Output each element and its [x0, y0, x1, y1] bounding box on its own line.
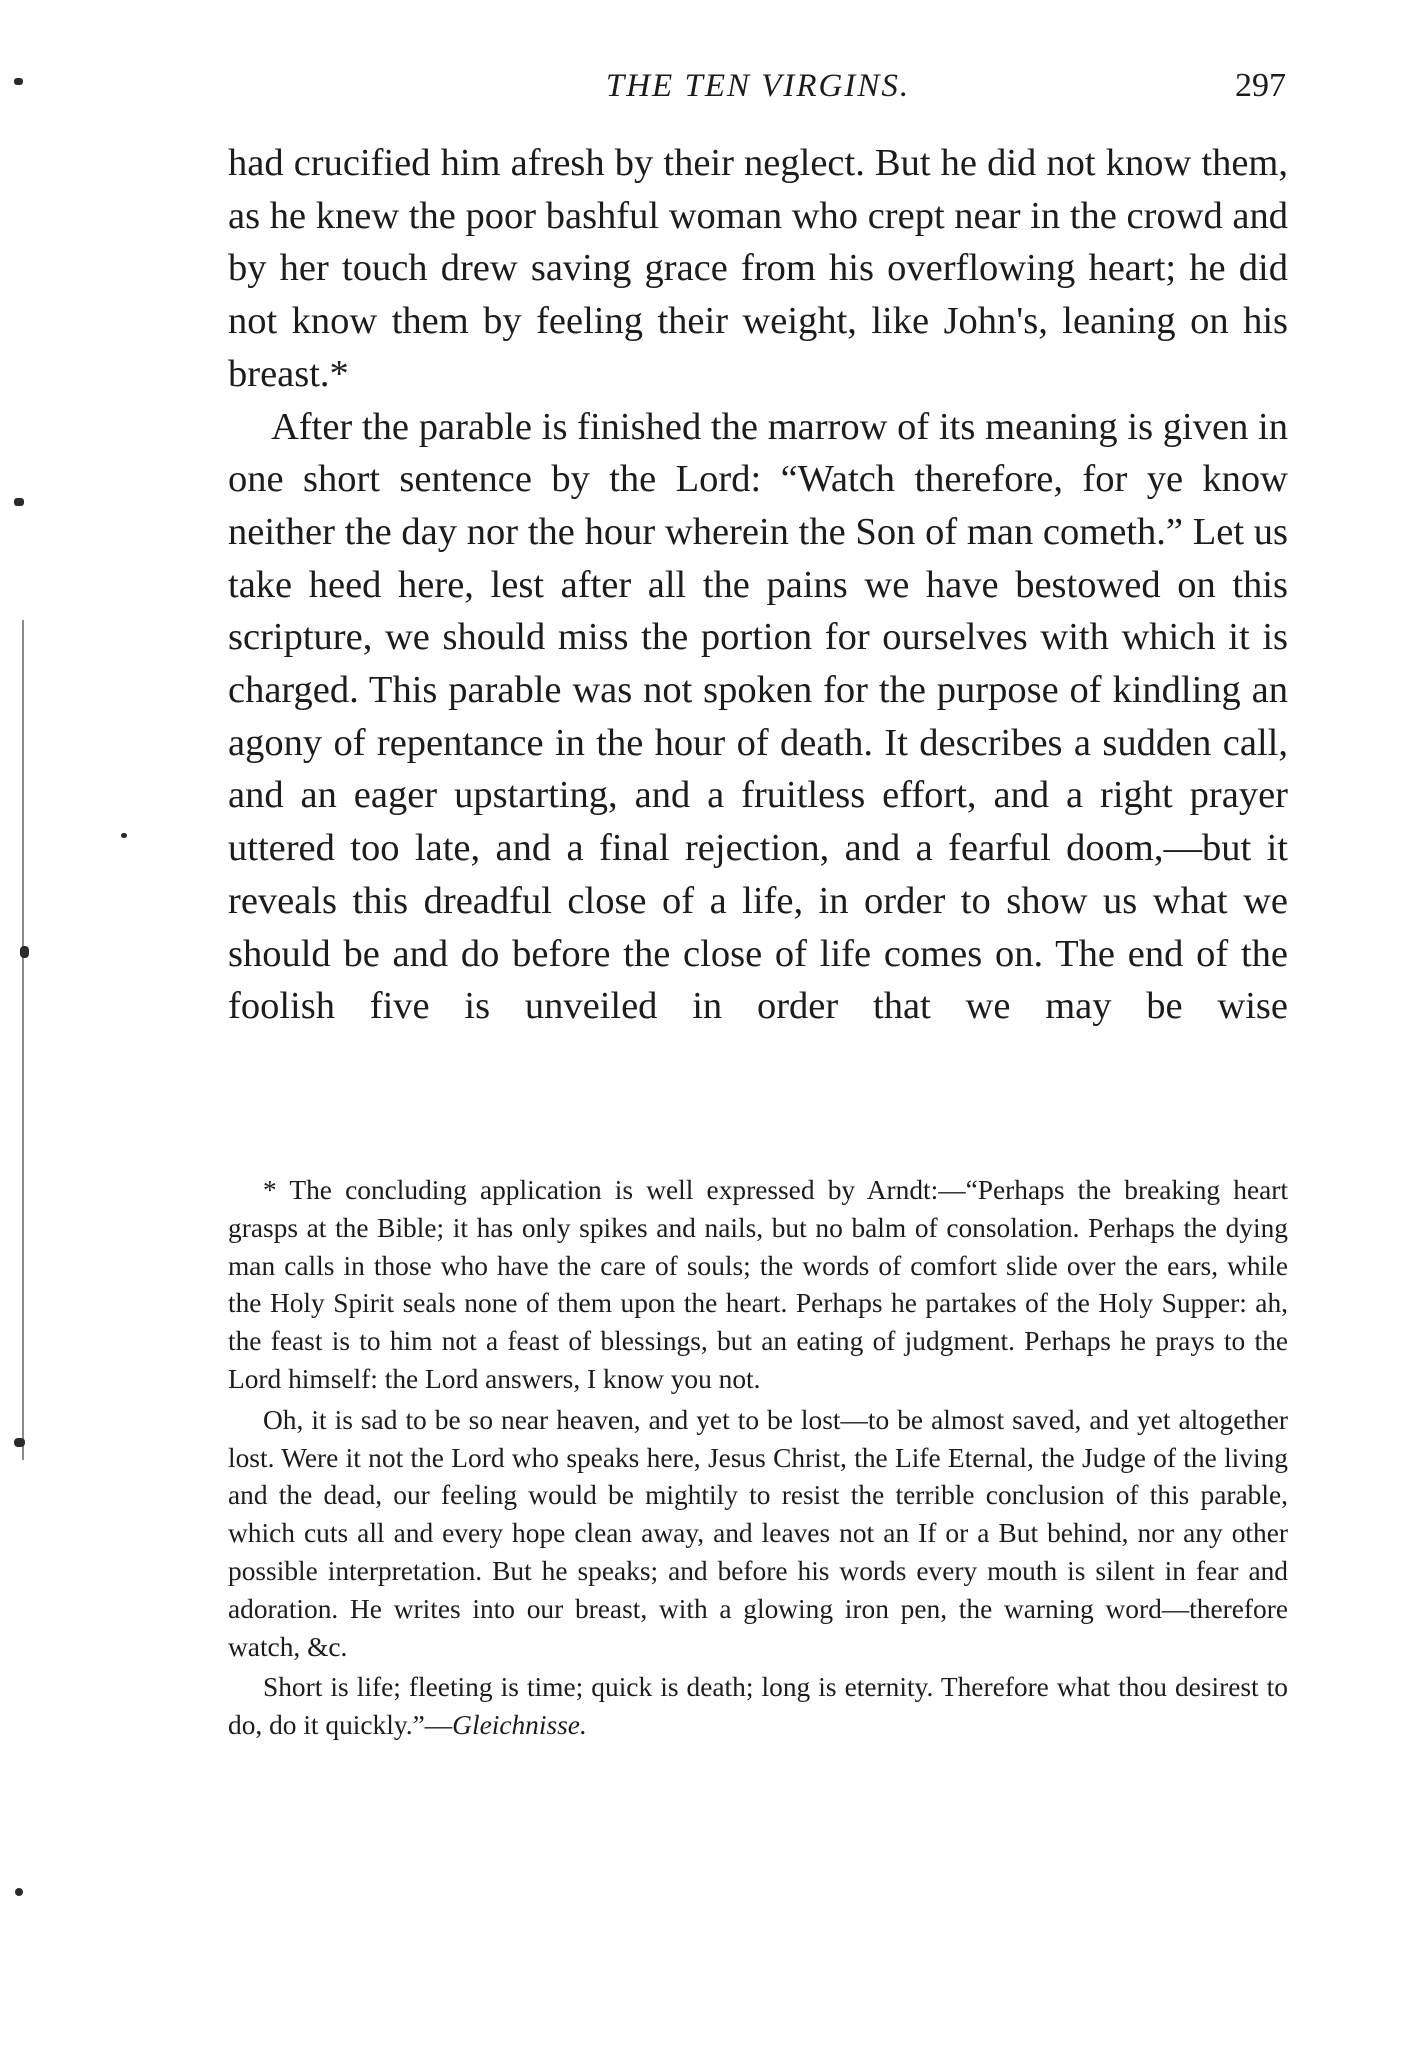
body-paragraph: had crucified him afresh by their neglect. But he did not know them, as he knew the poor bashful woman who crept near in the crowd and by her touch drew saving grace from his overflowing heart; he did not know them by feeling their weight, like John's, leaning on his breast.* — [228, 142, 1288, 395]
main-text — [228, 137, 1288, 1033]
footnote-paragraph: Oh, it is sad to be so near heaven, and yet to be lost—to be almost saved, and yet altogether lost. Were it not the Lord who speaks here, Jesus Christ, the Life Eternal, the Judge of the living and the dead, our feeling would be mightily to resist the terrible conclusion of this parable, which cuts all and every hope clean away, and leaves not an If or a But behind, nor any other possible interpretation. But he speaks; and before his words every mouth is silent in fear and adoration. He writes into our breast, with a glowing iron pen, the warning word—therefore watch, &c. — [228, 1404, 1288, 1662]
footnote-paragraph: * The concluding application is well expressed by Arndt:—“Perhaps the breaking heart grasps at the Bible; it has only spikes and nails, but no balm of consolation. Perhaps the dying man calls in those who have the care of souls; the words of comfort slide over the ears, while the Holy Spirit seals none of them upon the heart. Perhaps he partakes of the Holy Supper: ah, the feast is to him not a feast of blessings, but an eating of judgment. Perhaps he prays to the Lord himself: the Lord answers, I know you not. — [228, 1175, 1288, 1394]
scan-margin-marks — [0, 0, 120, 2052]
page-number: 297 — [1235, 67, 1286, 104]
running-header — [228, 58, 1288, 118]
body-paragraph: After the parable is finished the marrow of its meaning is given in one short sentence by the Lord: “Watch therefore, for ye know neither the day nor the hour wherein the Son of man cometh.” Let us take heed here, lest after all the pains we have bestowed on this scripture, we should miss the portion for ourselves with which it is charged. This parable was not spoken for the purpose of kindling an agony of repentance in the hour of death. It describes a sudden call, and an eager upstarting, and a fruitless effort, and a right prayer uttered too late, and a final rejection, and a fearful doom,—but it reveals this dreadful close of a life, in order to show us what we should be and do before the close of life comes on. The end of the foolish five is unveiled in order that we may be wise — [228, 405, 1288, 1028]
footnote-source: Gleichnisse. — [452, 1710, 587, 1741]
running-title: THE TEN VIRGINS. — [605, 68, 911, 104]
footnote-paragraph-text: Short is life; fleeting is time; quick is death; long is eternity. Therefore what thou desirest to do, do it quickly.”— — [228, 1672, 1288, 1741]
footnote — [228, 1172, 1288, 1745]
footnote-paragraph-last — [228, 1669, 1288, 1745]
